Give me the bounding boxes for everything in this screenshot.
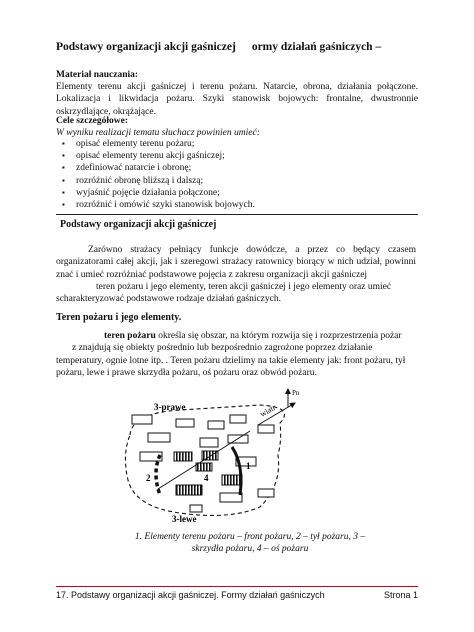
goals-intro: W wyniku realizacji tematu słuchacz powinien umieć: (56, 128, 260, 138)
goal-item: ▪ wyjaśnić pojęcie działania połączone; (60, 187, 255, 199)
north-label: Pn (292, 389, 300, 397)
rear-label: 2 (146, 473, 151, 483)
caption-line-2: skrzydła pożaru, 4 – oś pożaru (191, 544, 309, 554)
section2-line1 (56, 330, 416, 342)
title-part-1: Podstawy organizacji akcji gaśniczej (56, 41, 236, 53)
section2-heading: Teren pożaru i jego elementy. (56, 312, 182, 323)
section1-line3: scharakteryzować podstawowe rodzaje działań gaśniczych. (56, 294, 281, 305)
section1-body (56, 244, 416, 305)
goal-item: ▪ rozróżnić i omówić szyki stanowisk bojowych. (60, 199, 255, 211)
goals-list (60, 138, 255, 211)
document-title (56, 41, 436, 53)
section2-line3: temperatury, ognie lotne itp. . Teren pożaru dzielimy na takie elementy jak: front pożaru, tył (56, 355, 406, 366)
axis-label: 4 (204, 473, 209, 483)
page-number: Strona 1 (384, 590, 419, 600)
section2-line4: pożaru, lewe i prawe skrzydła pożaru, oś pożaru oraz obwód pożaru. (56, 367, 317, 378)
section2-body (56, 330, 416, 379)
footer-rule (56, 586, 418, 587)
fire-terrain-diagram (110, 385, 370, 525)
materials-text: Elementy terenu akcji gaśniczej i terenu pożaru. Natarcie, obrona, działania połączone. Lokalizacja i likwidacja pożaru. Szyki stanowisk bojowych: frontalne, dwustronnie oskrzydlające, okrążające. (56, 82, 418, 117)
fire-front-line (232, 447, 241, 495)
goal-item: ▪ zdefiniować natarcie i obronę; (60, 162, 255, 174)
figure-caption (110, 531, 390, 555)
section1-heading: Podstawy organizacji akcji gaśniczej (60, 219, 217, 230)
section1-paragraph: Zarówno strażacy pełniący funkcje dowódcze, a przez co będący czasem organizatorami całej akcji, jak i szeregowi strażacy ratownicy biorący w nich udział, powinni znać i umieć rozróżniać podstawowe pojęcia z zakresu organizacji akcji gaśniczej (56, 245, 416, 280)
term-teren-pozaru: teren pożaru (104, 331, 156, 341)
section-divider (56, 214, 418, 215)
caption-line-1: 1. Elementy terenu pożaru – front pożaru, 2 – tył pożaru, 3 – (134, 532, 366, 542)
wind-label: wiatr (258, 402, 278, 419)
materials-label: Materiał nauczania: (56, 70, 139, 80)
goals-label: Cele szczegółowe: (56, 116, 129, 126)
goal-item: ▪ opisać elementy terenu pożaru; (60, 138, 255, 150)
right-flank-label: 3-prawe (154, 402, 186, 412)
section2-line1-rest: określa się obszar, na którym rozwija się i rozprzestrzenia pożar (155, 331, 402, 341)
section2-line2: z znajdują się obiekty pośrednio lub bezpośrednio zagrożone poprzez działanie (72, 343, 373, 354)
front-label: 1 (246, 461, 251, 471)
title-part-2: ormy działań gaśniczych – (251, 41, 382, 53)
left-flank-label: 3-lewe (172, 514, 197, 524)
goal-item: ▪ rozróżnić obronę bliższą i dalszą; (60, 175, 255, 187)
footer-text: 17. Podstawy organizacji akcji gaśniczej. Formy działań gaśniczych (56, 590, 325, 600)
section1-line2: teren pożaru i jego elementy, teren akcji gaśniczej i jego elementy oraz umieć (96, 281, 392, 292)
goal-item: ▪ opisać elementy terenu akcji gaśniczej; (60, 150, 255, 162)
